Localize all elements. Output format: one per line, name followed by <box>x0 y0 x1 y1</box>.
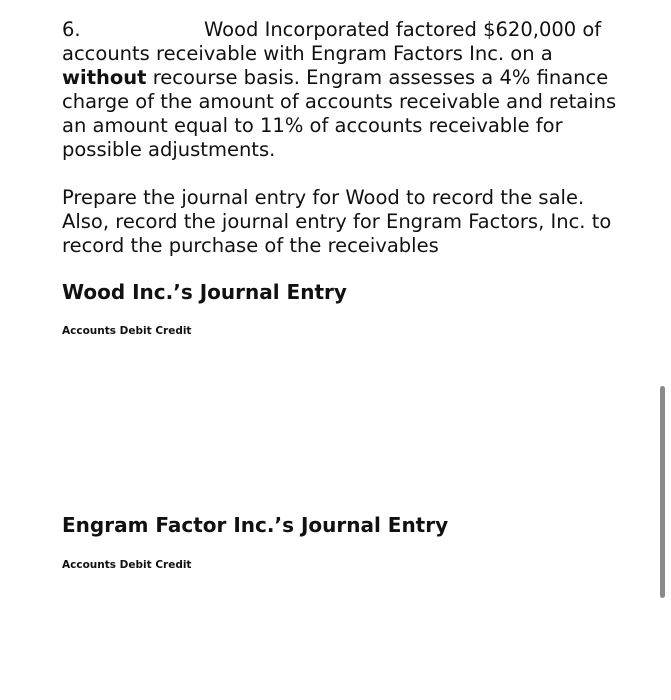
column-debit: Debit <box>119 325 152 337</box>
bold-emphasis: without <box>62 66 147 89</box>
column-credit: Credit <box>155 325 192 337</box>
problem-content <box>62 18 637 571</box>
problem-statement <box>62 18 637 162</box>
problem-number: 6. <box>62 18 81 41</box>
wood-journal-heading: Wood Inc.’s Journal Entry <box>62 280 347 304</box>
instructions: Prepare the journal entry for Wood to record the sale. Also, record the journal entry for Engram Factors, Inc. to record the purchase of the receivables <box>62 186 612 257</box>
wood-journal-columns <box>62 324 191 338</box>
problem-text-start: Wood Incorporated factored $620,000 of accounts receivable with Engram Factors Inc. on a <box>62 18 602 65</box>
engram-journal-heading: Engram Factor Inc.’s Journal Entry <box>62 513 449 537</box>
column-accounts: Accounts <box>62 325 117 337</box>
column-credit: Credit <box>155 559 192 571</box>
engram-journal-columns <box>62 558 191 572</box>
vertical-scrollbar[interactable] <box>660 386 665 598</box>
column-accounts: Accounts <box>62 559 117 571</box>
problem-text-end: recourse basis. Engram assesses a 4% finance charge of the amount of accounts receivable and retains an amount equal to 11% of accounts receivable for possible adjustments. <box>62 66 617 161</box>
column-debit: Debit <box>119 559 152 571</box>
